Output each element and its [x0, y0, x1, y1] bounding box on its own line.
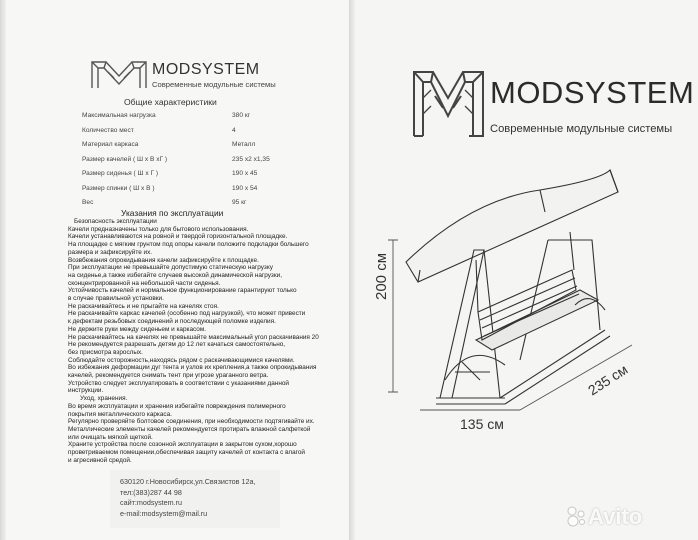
instruction-line: Не держите руки между сиденьем и каркасом.: [68, 325, 206, 333]
spec-label: Материал каркаса: [82, 141, 139, 148]
instruction-line: Металлические элементы качелей рекомендуется протирать влажной салфеткой: [68, 425, 311, 433]
instructions-title: Указания по эксплуатации: [121, 208, 224, 218]
frame-front-left: [440, 250, 484, 398]
brand-tagline-small: Современные модульные системы: [152, 80, 276, 89]
instruction-line: На площадке с мягким грунтом под опоры качели положите подкладки большего: [68, 241, 309, 249]
seat: [476, 290, 598, 350]
spec-value: 235 х2 х1,35: [232, 155, 270, 163]
spec-value: 4: [232, 126, 236, 134]
instruction-line: в случае правильной установки.: [68, 295, 164, 302]
contact-line: e-mail:modsystem@mail.ru: [120, 508, 208, 518]
specs-title: Общие характеристики: [124, 97, 217, 107]
instruction-line: Устойчивость качелей и нормальное функционирование гарантируют только: [68, 287, 297, 295]
spec-label: Вес: [82, 199, 94, 206]
instruction-line: качелей, рекомендуется снимать тент при угрозе ураганного ветра.: [68, 372, 269, 379]
instruction-line: Соблюдайте осторожность,находясь рядом с раскачивающимися качелями.: [68, 356, 295, 364]
brand-name-small: MODSYSTEM: [152, 61, 260, 78]
modsystem-logo-small: [90, 58, 148, 90]
spec-value: Металл: [232, 141, 256, 148]
instruction-line: Не раскачивайтесь на качелях не превышайте максимальный угол раскачивания 20: [68, 333, 319, 341]
instruction-line: проветриваемом помещении,обеспечивая защиту качелей от контакта с влагой: [68, 449, 305, 456]
instruction-line: размера и зафиксируйте их.: [68, 248, 153, 256]
instruction-line: или очищать мягкой щеткой.: [68, 433, 153, 441]
spec-label: Максимальная нагрузка: [82, 112, 156, 119]
instruction-line: Безопасность эксплуатации: [74, 218, 157, 225]
spec-label: Размер сиденья ( Ш х Г ): [82, 170, 159, 177]
instruction-line: к дефектам резьбовых соединений и последующей поломке изделия.: [68, 318, 276, 326]
spec-label: Количество мест: [82, 126, 134, 134]
brand-tagline-large: Современные модульные системы: [490, 123, 673, 135]
swing-drawing: [349, 0, 698, 540]
instruction-line: Не раскачивайте каркас качелей (особенно под нагрузкой), что может привести: [68, 310, 306, 318]
spec-label: Размер качелей ( Ш х В хГ ): [82, 155, 168, 163]
instruction-line: Устройство следует эксплуатировать в соответствии с указаниями данной: [68, 379, 289, 387]
avito-logo-icon: [565, 505, 587, 527]
contact-line: 630120 г.Новосибирск,ул.Связистов 12а,: [120, 477, 256, 486]
instruction-line: Регулярно проверяйте болтовое соединения, при необходимости подтягивайте их.: [68, 418, 315, 426]
instruction-line: Качели устанавливаются на ровной и твердой горизонтальной площадке.: [68, 233, 288, 241]
brand-name-large: MODSYSTEM: [490, 75, 695, 110]
spec-value: 190 х 45: [232, 170, 258, 177]
instruction-line: При эксплуатации не превышайте допустимую статическую нагрузку: [68, 264, 273, 272]
instruction-line: без присмотра взрослых.: [68, 348, 143, 356]
contact-line: тел:(383)287 44 98: [120, 487, 182, 497]
instruction-line: Во время эксплуатации и хранения избегайте повреждения полимерного: [68, 402, 286, 410]
spec-value: 190 х 54: [232, 184, 258, 192]
instruction-line: Уход, хранения.: [80, 395, 128, 403]
dimension-height: 200 см: [373, 252, 390, 300]
instruction-line: Храните устройства после созонной эксплуатации в закрытом сухом,хорошо: [68, 441, 297, 449]
spec-label: Размер спинки ( Ш х В ): [82, 184, 155, 192]
instruction-line: инструкции.: [68, 387, 104, 395]
spec-value: 95 кг: [232, 199, 247, 206]
dimension-depth: 235 см: [585, 361, 631, 399]
instruction-line: Возвбежания опрокидывания качели зафиксируйте к площадке.: [68, 256, 259, 264]
instruction-line: сконцентрированной на небольшой части сиденья.: [68, 279, 221, 287]
page-fold-shadow: [0, 0, 6, 540]
spec-value: 380 кг: [232, 112, 251, 119]
instruction-line: на сиденье,а также избегайте случаев высокой динамической нагрузки,: [68, 271, 282, 279]
avito-watermark: Avito: [588, 504, 643, 529]
instruction-line: покрытия металлического каркаса.: [68, 410, 172, 418]
canopy: [406, 170, 618, 282]
instruction-line: и агресивной средой.: [68, 456, 132, 464]
instruction-line: Во избежания деформации дуг тента и узлов их крепления,а также опрокидывания: [68, 364, 317, 372]
instruction-line: Не рекомендуется разрешать детям до 12 лет качаться самостоятельно,: [68, 341, 286, 349]
instruction-line: Не раскачивайтесь и не прыгайте на качелях стоя.: [68, 302, 219, 310]
instruction-line: Качели предназначены только для бытового использования.: [68, 225, 249, 233]
contact-line: сайт:modsystem.ru: [120, 498, 183, 507]
dimension-width: 135 см: [460, 416, 504, 432]
